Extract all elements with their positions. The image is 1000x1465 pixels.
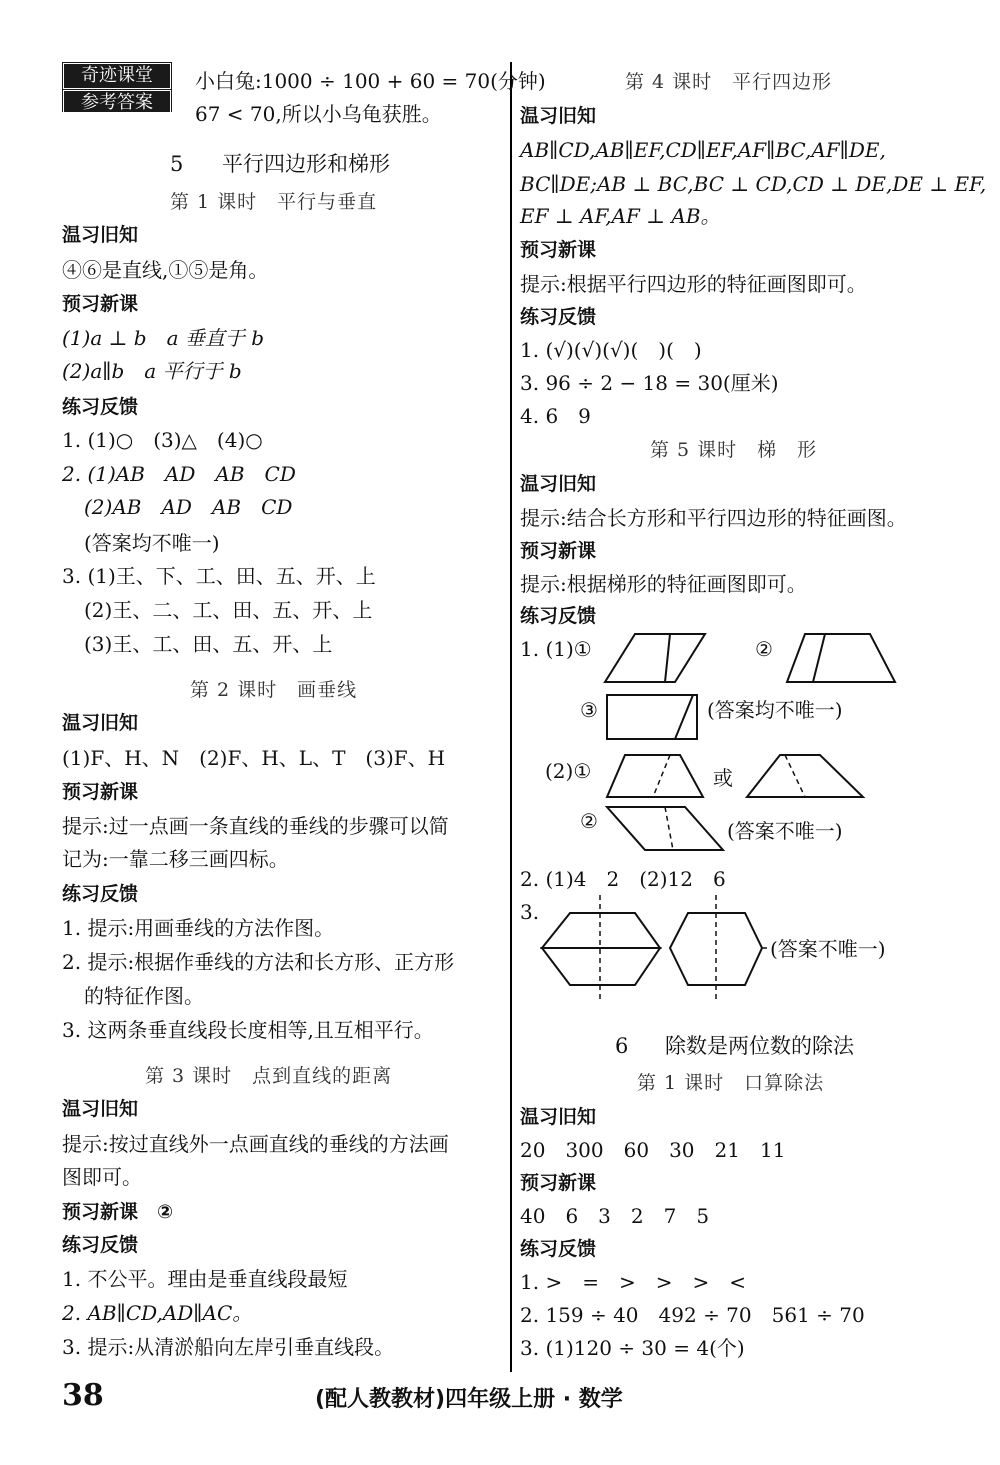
answer-note: (答案不唯一): [770, 937, 886, 961]
answer-text: 提示:按过直线外一点画直线的垂线的方法画: [62, 1132, 449, 1156]
section-heading: 预习新课: [520, 239, 597, 261]
answer-text: 提示:根据梯形的特征画图即可。: [520, 572, 807, 596]
answer-text: 1. (1)○ (3)△ (4)○: [62, 428, 263, 452]
logo-line1: 奇迹课堂: [63, 63, 171, 89]
answer-note: (答案不唯一): [727, 819, 843, 843]
answer-text: 4. 6 9: [520, 404, 591, 428]
answer-text: (2)a∥b a 平行于 b: [62, 359, 242, 383]
figure-parallelogram-2: [605, 805, 725, 855]
answer-text: (1)F、H、N (2)F、H、L、T (3)F、H: [62, 746, 446, 770]
lesson-title: 第 1 课时 口算除法: [637, 1072, 825, 1094]
unit-title: 除数是两位数的除法: [665, 1034, 854, 1058]
logo-line2: 参考答案: [63, 90, 171, 116]
section-heading: 预习新课: [520, 540, 597, 562]
answer-text: 40 6 3 2 7 5: [520, 1204, 710, 1228]
answer-text: (2)王、二、工、田、五、开、上: [84, 598, 373, 622]
answer-text: 2. 159 ÷ 40 492 ÷ 70 561 ÷ 70: [520, 1303, 865, 1327]
figure-rectangle-split: [605, 693, 705, 743]
figure-trapezoid-3: [745, 753, 865, 801]
section-heading: 预习新课: [62, 293, 139, 315]
or-label: 或: [713, 766, 733, 790]
tortoise-wins: 67 < 70,所以小乌龟获胜。: [195, 102, 442, 126]
answer-text: 2. (1)AB AD AB CD: [62, 462, 296, 486]
answer-text: 3. (1)120 ÷ 30 = 4(个): [520, 1336, 745, 1360]
answer-text: BC∥DE;AB ⊥ BC,BC ⊥ CD,CD ⊥ DE,DE ⊥ EF,: [520, 172, 987, 196]
book-title: (配人教教材)四年级上册 · 数学: [315, 1387, 623, 1412]
answer-note: (答案均不唯一): [707, 698, 843, 722]
figure-trapezoid-1: [785, 632, 900, 687]
answer-text: 3.: [520, 900, 540, 924]
lesson-title: 第 2 课时 画垂线: [190, 679, 358, 701]
answer-text: 20 300 60 30 21 11: [520, 1138, 786, 1162]
rabbit-answer: 小白兔:1000 ÷ 100 + 60 = 70(分钟): [195, 69, 546, 93]
section-heading: 预习新课 ②: [62, 1201, 174, 1223]
answer-text: 图即可。: [62, 1165, 142, 1189]
answer-text: 1. > = > > > <: [520, 1270, 746, 1294]
unit-title: 平行四边形和梯形: [222, 152, 390, 176]
answer-text: 1. 不公平。理由是垂直线段最短: [62, 1267, 348, 1291]
answer-text: (答案均不唯一): [84, 531, 220, 555]
answer-text: ②: [580, 809, 598, 833]
section-heading: 温习旧知: [62, 1098, 139, 1120]
answer-text: 提示:结合长方形和平行四边形的特征画图。: [520, 506, 907, 530]
section-heading: 温习旧知: [520, 1106, 597, 1128]
answer-text: (2)①: [545, 759, 592, 783]
section-heading: 温习旧知: [62, 224, 139, 246]
answer-text: 的特征作图。: [84, 984, 204, 1008]
figure-parallelogram-1: [600, 632, 710, 687]
answer-text: 1. 提示:用画垂线的方法作图。: [62, 916, 335, 940]
answer-text: ③: [580, 698, 598, 722]
section-heading: 练习反馈: [520, 605, 597, 627]
page-number: 38: [62, 1378, 104, 1413]
answer-text: 1. (√)(√)(√)( )( ): [520, 338, 702, 362]
column-divider: [510, 62, 512, 1372]
section-heading: 练习反馈: [62, 883, 139, 905]
section-heading: 温习旧知: [520, 473, 597, 495]
figure-trapezoid-2: [605, 753, 705, 801]
answer-text: (3)王、工、田、五、开、上: [84, 632, 333, 656]
answer-text: 3. 这两条垂直线段长度相等,且互相平行。: [62, 1018, 434, 1042]
answer-text: 2. 提示:根据作垂线的方法和长方形、正方形: [62, 950, 455, 974]
section-heading: 练习反馈: [520, 1238, 597, 1260]
answer-text: 3. (1)王、下、工、田、五、开、上: [62, 564, 376, 588]
section-heading: 温习旧知: [62, 712, 139, 734]
answer-text: 2. (1)4 2 (2)12 6: [520, 867, 726, 891]
answer-text: AB∥CD,AB∥EF,CD∥EF,AF∥BC,AF∥DE,: [520, 138, 886, 162]
lesson-title: 第 4 课时 平行四边形: [625, 71, 833, 93]
answer-text: 1. (1)①: [520, 637, 592, 661]
section-heading: 练习反馈: [520, 306, 597, 328]
section-heading: 练习反馈: [62, 396, 139, 418]
answer-text: 3. 提示:从清淤船向左岸引垂直线段。: [62, 1335, 395, 1359]
answer-text: 提示:根据平行四边形的特征画图即可。: [520, 272, 867, 296]
section-heading: 预习新课: [520, 1172, 597, 1194]
figure-trapezoid-hexagon: [540, 893, 770, 1003]
answer-logo: [62, 62, 172, 112]
answer-text: EF ⊥ AF,AF ⊥ AB。: [520, 204, 721, 228]
lesson-title: 第 3 课时 点到直线的距离: [145, 1065, 393, 1087]
answer-text: (1)a ⊥ b a 垂直于 b: [62, 326, 265, 350]
section-heading: 预习新课: [62, 781, 139, 803]
lesson-title: 第 5 课时 梯 形: [650, 439, 818, 461]
answer-text: ②: [755, 637, 773, 661]
unit-number: 5: [170, 152, 184, 176]
answer-text: 记为:一靠二移三画四标。: [62, 847, 289, 871]
answer-text: ④⑥是直线,①⑤是角。: [62, 258, 269, 282]
answer-text: 2. AB∥CD,AD∥AC。: [62, 1301, 253, 1325]
answer-text: 3. 96 ÷ 2 − 18 = 30(厘米): [520, 371, 779, 395]
answer-text: (2)AB AD AB CD: [84, 495, 293, 519]
section-heading: 温习旧知: [520, 105, 597, 127]
unit-number: 6: [615, 1034, 629, 1058]
section-heading: 练习反馈: [62, 1234, 139, 1256]
answer-text: 提示:过一点画一条直线的垂线的步骤可以简: [62, 814, 449, 838]
lesson-title: 第 1 课时 平行与垂直: [170, 191, 378, 213]
